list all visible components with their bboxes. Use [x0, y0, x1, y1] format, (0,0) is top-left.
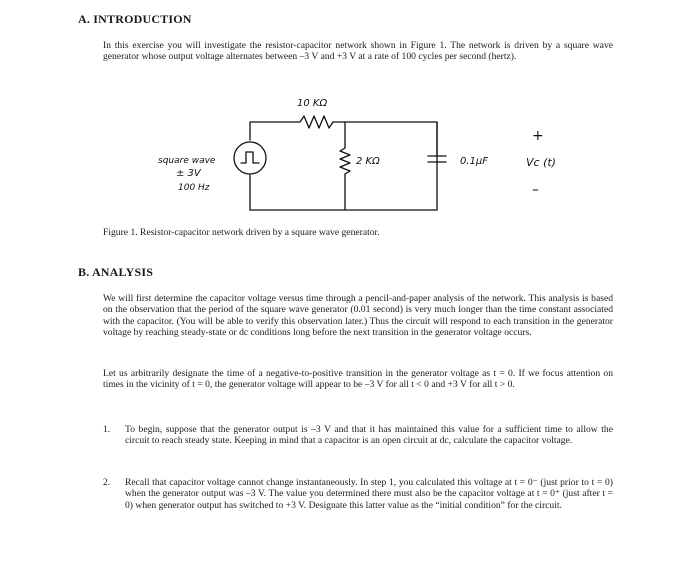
analysis-paragraph-1: We will first determine the capacitor voltage versus time through a pencil-and-paper analysis of the network. This analysis is based on the observation that the period of the square wave generator (0.01 second) is very much longer than the time constant associated with the capacitor. (You will be able to verify this observation later.) Thus the circuit will respond to each transition in the generator voltage by reaching steady-state or dc conditions long before the next transition in the generator voltage occurs.	[103, 293, 613, 339]
analysis-paragraph-2: Let us arbitrarily designate the time of a negative-to-positive transition in the generator voltage as t = 0. If we focus attention on times in the vicinity of t = 0, the generator voltage will appear to be –3 V for all t < 0 and +3 V for all t > 0.	[103, 368, 613, 391]
list-item-text: To begin, suppose that the generator output is –3 V and that it has maintained this value for a sufficient time to allow the circuit to reach steady state. Keeping in mind that a capacitor is an open circuit at dc, calculate the capacitor voltage.	[125, 424, 613, 447]
list-item-number: 2.	[103, 477, 111, 488]
top-wire-right	[333, 122, 437, 210]
r2-label: 2 KΩ	[356, 156, 380, 167]
source-label-type: square wave	[158, 156, 216, 166]
minus-sign: –	[532, 182, 539, 198]
section-a-heading: A. INTRODUCTION	[78, 12, 192, 26]
r1-label: 10 KΩ	[297, 98, 328, 109]
intro-paragraph: In this exercise you will investigate the resistor-capacitor network shown in Figure 1. The network is driven by a square wave generator whose output voltage alternates between –3 V and +3 V at a rate of 100 cycles per second (hertz).	[103, 40, 613, 63]
capacitor-label: 0.1μF	[460, 156, 489, 167]
list-item-number: 1.	[103, 424, 111, 435]
plus-sign: +	[532, 128, 544, 144]
square-wave-source-icon	[234, 142, 266, 174]
source-label-amplitude: ± 3V	[176, 168, 201, 179]
section-b-heading: B. ANALYSIS	[78, 265, 154, 279]
figure-caption: Figure 1. Resistor-capacitor network driven by a square wave generator.	[103, 227, 380, 238]
top-wire-left	[250, 122, 300, 140]
r2-resistor-icon	[340, 148, 350, 174]
vc-label: Vc (t)	[526, 156, 556, 169]
list-item-text: Recall that capacitor voltage cannot change instantaneously. In step 1, you calculated this voltage at t = 0⁻ (just prior to t = 0) when the generator output was –3 V. The value you determined there must also be the capacitor voltage at t = 0⁺ (just after t = 0) when generator output has switched to +3 V. Designate this latter value as the “initial condition” for the circuit.	[125, 477, 613, 511]
square-wave-symbol-icon	[241, 152, 259, 163]
circuit-diagram	[0, 0, 700, 240]
r1-resistor-icon	[300, 116, 333, 128]
source-label-frequency: 100 Hz	[178, 183, 210, 193]
